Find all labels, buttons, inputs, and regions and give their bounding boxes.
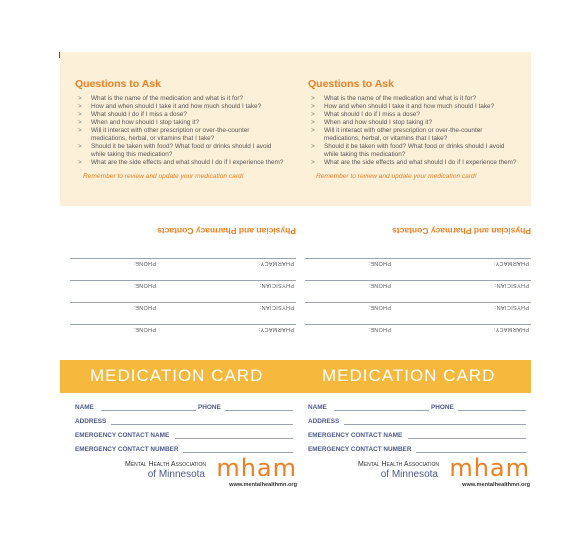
phone-label: PHONE bbox=[431, 404, 454, 411]
phone-label: PHONE: bbox=[132, 326, 156, 332]
bullet-arrow-icon: > bbox=[78, 127, 82, 134]
physician-line bbox=[70, 302, 296, 303]
emergency-name-line bbox=[408, 438, 526, 439]
bullet-arrow-icon: > bbox=[311, 143, 315, 150]
pharmacy-line bbox=[305, 258, 531, 259]
question-item: > Should it be taken with food? What food or drinks should I avoid while taking this medication? bbox=[311, 143, 505, 158]
org-name-line2: of Minnesota bbox=[380, 469, 438, 480]
address-label: ADDRESS bbox=[75, 418, 107, 425]
physician-row[interactable] bbox=[305, 278, 531, 296]
medication-card-title: MEDICATION CARD bbox=[322, 366, 496, 385]
phone-line bbox=[225, 410, 293, 411]
emergency-name-line bbox=[175, 438, 293, 439]
mham-logo-block-left bbox=[75, 456, 299, 496]
contacts-title: Physician and Pharmacy Contacts bbox=[157, 226, 296, 236]
question-item: > When and how should I stop taking it? bbox=[311, 119, 432, 126]
mham-logo: mham bbox=[449, 454, 530, 482]
mham-logo-block-right bbox=[308, 456, 532, 496]
bullet-arrow-icon: > bbox=[311, 111, 315, 118]
bullet-arrow-icon: > bbox=[311, 95, 315, 102]
contacts-column-right bbox=[305, 220, 531, 340]
bullet-arrow-icon: > bbox=[311, 103, 315, 110]
bullet-arrow-icon: > bbox=[311, 159, 315, 166]
address-row[interactable] bbox=[308, 414, 532, 428]
physician-row[interactable] bbox=[70, 278, 296, 296]
question-item: > What are the side effects and what should I do if I experience them? bbox=[311, 159, 517, 166]
name-label: NAME bbox=[75, 404, 94, 411]
review-note: Remember to review and update your medication card! bbox=[83, 173, 244, 180]
org-name-line1: Mental Health Association bbox=[357, 461, 439, 468]
org-name-line1: Mental Health Association bbox=[124, 461, 206, 468]
name-label: NAME bbox=[308, 404, 327, 411]
website-url[interactable]: www.mentalhealthmn.org bbox=[462, 482, 530, 488]
question-item: > Will it interact with other prescription or over-the-counter medications, herbal, or vitamins that I take? bbox=[311, 127, 483, 142]
name-line bbox=[101, 410, 196, 411]
questions-title: Questions to Ask bbox=[75, 78, 161, 90]
emergency-number-line bbox=[183, 452, 293, 453]
website-url[interactable]: www.mentalhealthmn.org bbox=[229, 482, 297, 488]
medication-card-title: MEDICATION CARD bbox=[90, 366, 264, 385]
address-line bbox=[111, 424, 293, 425]
pharmacy-row[interactable] bbox=[305, 256, 531, 274]
address-row[interactable] bbox=[75, 414, 299, 428]
question-item: > Will it interact with other prescription or over-the-counter medications, herbal, or vitamins that I take? bbox=[78, 127, 250, 142]
questions-panel bbox=[60, 52, 531, 206]
question-item: > Should it be taken with food? What food or drinks should I avoid while taking this medication? bbox=[78, 143, 272, 158]
phone-label: PHONE bbox=[198, 404, 221, 411]
phone-label: PHONE: bbox=[367, 260, 391, 266]
pharmacy-row[interactable] bbox=[305, 322, 531, 340]
bullet-arrow-icon: > bbox=[78, 159, 82, 166]
pharmacy-row[interactable] bbox=[70, 322, 296, 340]
emergency-contact-number-label: EMERGENCY CONTACT NUMBER bbox=[308, 446, 412, 453]
medication-card-band bbox=[60, 360, 531, 393]
pharmacy-line bbox=[70, 258, 296, 259]
address-label: ADDRESS bbox=[308, 418, 340, 425]
phone-label: PHONE: bbox=[132, 260, 156, 266]
bullet-arrow-icon: > bbox=[311, 119, 315, 126]
questions-column-left bbox=[75, 78, 287, 180]
bullet-arrow-icon: > bbox=[78, 119, 82, 126]
question-item: > What is the name of the medication and what is it for? bbox=[78, 95, 244, 102]
name-row[interactable] bbox=[75, 400, 299, 414]
physician-line bbox=[305, 302, 531, 303]
question-item: > How and when should I take it and how much should I take? bbox=[311, 103, 495, 110]
pharmacy-label: PHARMACY: bbox=[258, 260, 294, 266]
questions-title: Questions to Ask bbox=[308, 78, 394, 90]
contacts-column-left bbox=[70, 220, 296, 340]
question-item: > How and when should I take it and how much should I take? bbox=[78, 103, 262, 110]
questions-list bbox=[75, 95, 287, 167]
address-line bbox=[344, 424, 526, 425]
pharmacy-line bbox=[70, 324, 296, 325]
medication-card-form-left bbox=[75, 400, 299, 456]
pharmacy-line bbox=[305, 324, 531, 325]
questions-column-right bbox=[308, 78, 520, 180]
physician-row[interactable] bbox=[305, 300, 531, 318]
bullet-arrow-icon: > bbox=[78, 95, 82, 102]
bullet-arrow-icon: > bbox=[78, 103, 82, 110]
emergency-number-line bbox=[416, 452, 526, 453]
phone-label: PHONE: bbox=[367, 304, 391, 310]
emergency-contact-name-label: EMERGENCY CONTACT NAME bbox=[75, 432, 170, 439]
physician-pharmacy-contacts bbox=[60, 220, 531, 340]
contacts-title: Physician and Pharmacy Contacts bbox=[392, 226, 531, 236]
phone-label: PHONE: bbox=[367, 326, 391, 332]
emergency-name-row[interactable] bbox=[308, 428, 532, 442]
physician-label: PHYSICIAN: bbox=[494, 304, 529, 310]
physician-label: PHYSICIAN: bbox=[259, 282, 294, 288]
name-row[interactable] bbox=[308, 400, 532, 414]
medication-card-form-right bbox=[308, 400, 532, 456]
emergency-contact-number-label: EMERGENCY CONTACT NUMBER bbox=[75, 446, 179, 453]
phone-label: PHONE: bbox=[367, 282, 391, 288]
name-line bbox=[334, 410, 429, 411]
questions-list bbox=[308, 95, 520, 167]
phone-line bbox=[458, 410, 526, 411]
org-name-line2: of Minnesota bbox=[147, 469, 205, 480]
question-item: > What should I do if I miss a dose? bbox=[78, 111, 187, 118]
physician-label: PHYSICIAN: bbox=[494, 282, 529, 288]
emergency-contact-name-label: EMERGENCY CONTACT NAME bbox=[308, 432, 403, 439]
pharmacy-label: PHARMACY: bbox=[493, 260, 529, 266]
physician-line bbox=[70, 280, 296, 281]
pharmacy-label: PHARMACY: bbox=[258, 326, 294, 332]
emergency-name-row[interactable] bbox=[75, 428, 299, 442]
question-item: > What are the side effects and what should I do if I experience them? bbox=[78, 159, 284, 166]
physician-label: PHYSICIAN: bbox=[259, 304, 294, 310]
question-item: > When and how should I stop taking it? bbox=[78, 119, 199, 126]
phone-label: PHONE: bbox=[132, 282, 156, 288]
pharmacy-row[interactable] bbox=[70, 256, 296, 274]
pharmacy-label: PHARMACY: bbox=[493, 326, 529, 332]
review-note: Remember to review and update your medication card! bbox=[316, 173, 477, 180]
physician-row[interactable] bbox=[70, 300, 296, 318]
mham-logo: mham bbox=[216, 454, 297, 482]
bullet-arrow-icon: > bbox=[78, 143, 82, 150]
physician-line bbox=[305, 280, 531, 281]
question-item: > What is the name of the medication and what is it for? bbox=[311, 95, 477, 102]
phone-label: PHONE: bbox=[132, 304, 156, 310]
bullet-arrow-icon: > bbox=[311, 127, 315, 134]
question-item: > What should I do if I miss a dose? bbox=[311, 111, 420, 118]
bullet-arrow-icon: > bbox=[78, 111, 82, 118]
